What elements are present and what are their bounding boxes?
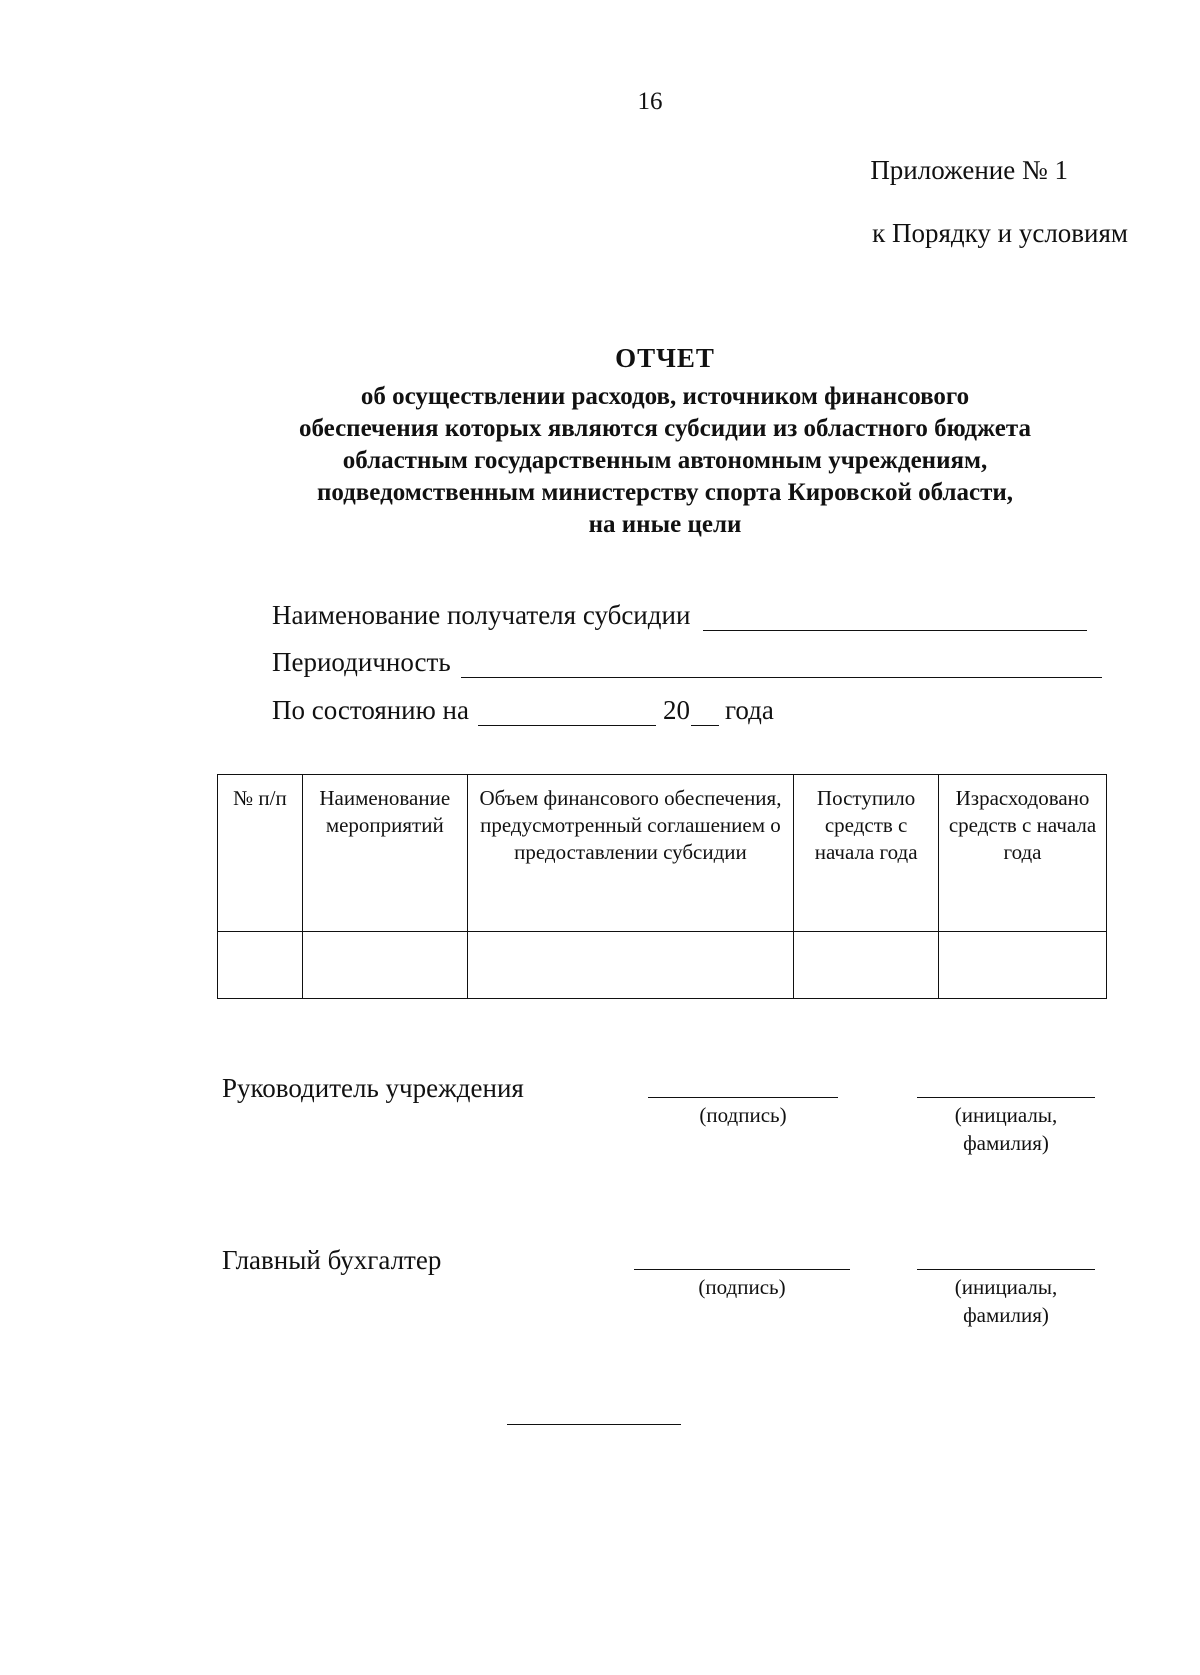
subtitle-line-1: об осуществлении расходов, источником финансового: [360, 383, 970, 410]
report-table: [217, 774, 1107, 999]
table-row: [218, 932, 1107, 999]
header-received: Поступило средств с начала года: [794, 775, 939, 932]
year-prefix: 20: [663, 695, 690, 725]
closing-divider: [507, 1424, 681, 1425]
cell-number[interactable]: [218, 932, 303, 999]
head-label: Руководитель учреждения: [222, 1073, 524, 1103]
cell-spent[interactable]: [939, 932, 1107, 999]
page-number: 16: [637, 88, 663, 115]
head-signature-line[interactable]: [648, 1097, 838, 1098]
accountant-initials-hint-1: (инициалы,: [954, 1275, 1058, 1299]
cell-received[interactable]: [794, 932, 939, 999]
head-initials-hint-2: фамилия): [963, 1131, 1049, 1155]
header-funding-volume: Объем финансового обеспечения, предусмотренный соглашением о предоставлении субсидии: [467, 775, 793, 932]
header-spent: Израсходовано средств с начала года: [939, 775, 1107, 932]
header-activities: Наименование мероприятий: [302, 775, 467, 932]
accountant-label: Главный бухгалтер: [222, 1245, 442, 1275]
appendix-number: Приложение № 1: [870, 155, 1068, 185]
header-number: № п/п: [218, 775, 303, 932]
accountant-signature-line[interactable]: [634, 1269, 850, 1270]
head-initials-hint-1: (инициалы,: [954, 1103, 1058, 1127]
periodicity-label: Периодичность: [272, 647, 451, 677]
cell-activities[interactable]: [302, 932, 467, 999]
table-header-row: [218, 775, 1107, 932]
cell-funding-volume[interactable]: [467, 932, 793, 999]
recipient-input-line[interactable]: [703, 630, 1087, 631]
appendix-reference: к Порядку и условиям: [872, 218, 1128, 248]
subtitle-line-4: подведомственным министерству спорта Кировской области,: [316, 479, 1014, 506]
subtitle-line-5: на иные цели: [588, 511, 742, 538]
head-initials-line[interactable]: [917, 1097, 1095, 1098]
accountant-signature-hint: (подпись): [698, 1275, 786, 1299]
subtitle-line-2: обеспечения которых являются субсидии из областного бюджета: [299, 415, 1031, 442]
year-suffix: года: [725, 695, 774, 725]
document-title: ОТЧЕТ: [615, 343, 715, 373]
year-input-line[interactable]: [691, 725, 719, 726]
as-of-date-input-line[interactable]: [478, 725, 656, 726]
periodicity-input-line[interactable]: [461, 677, 1102, 678]
recipient-label: Наименование получателя субсидии: [272, 600, 691, 630]
accountant-initials-hint-2: фамилия): [963, 1303, 1049, 1327]
as-of-label: По состоянию на: [272, 695, 469, 725]
subtitle-line-3: областным государственным автономным учреждениям,: [342, 447, 988, 474]
head-signature-hint: (подпись): [699, 1103, 787, 1127]
accountant-initials-line[interactable]: [917, 1269, 1095, 1270]
